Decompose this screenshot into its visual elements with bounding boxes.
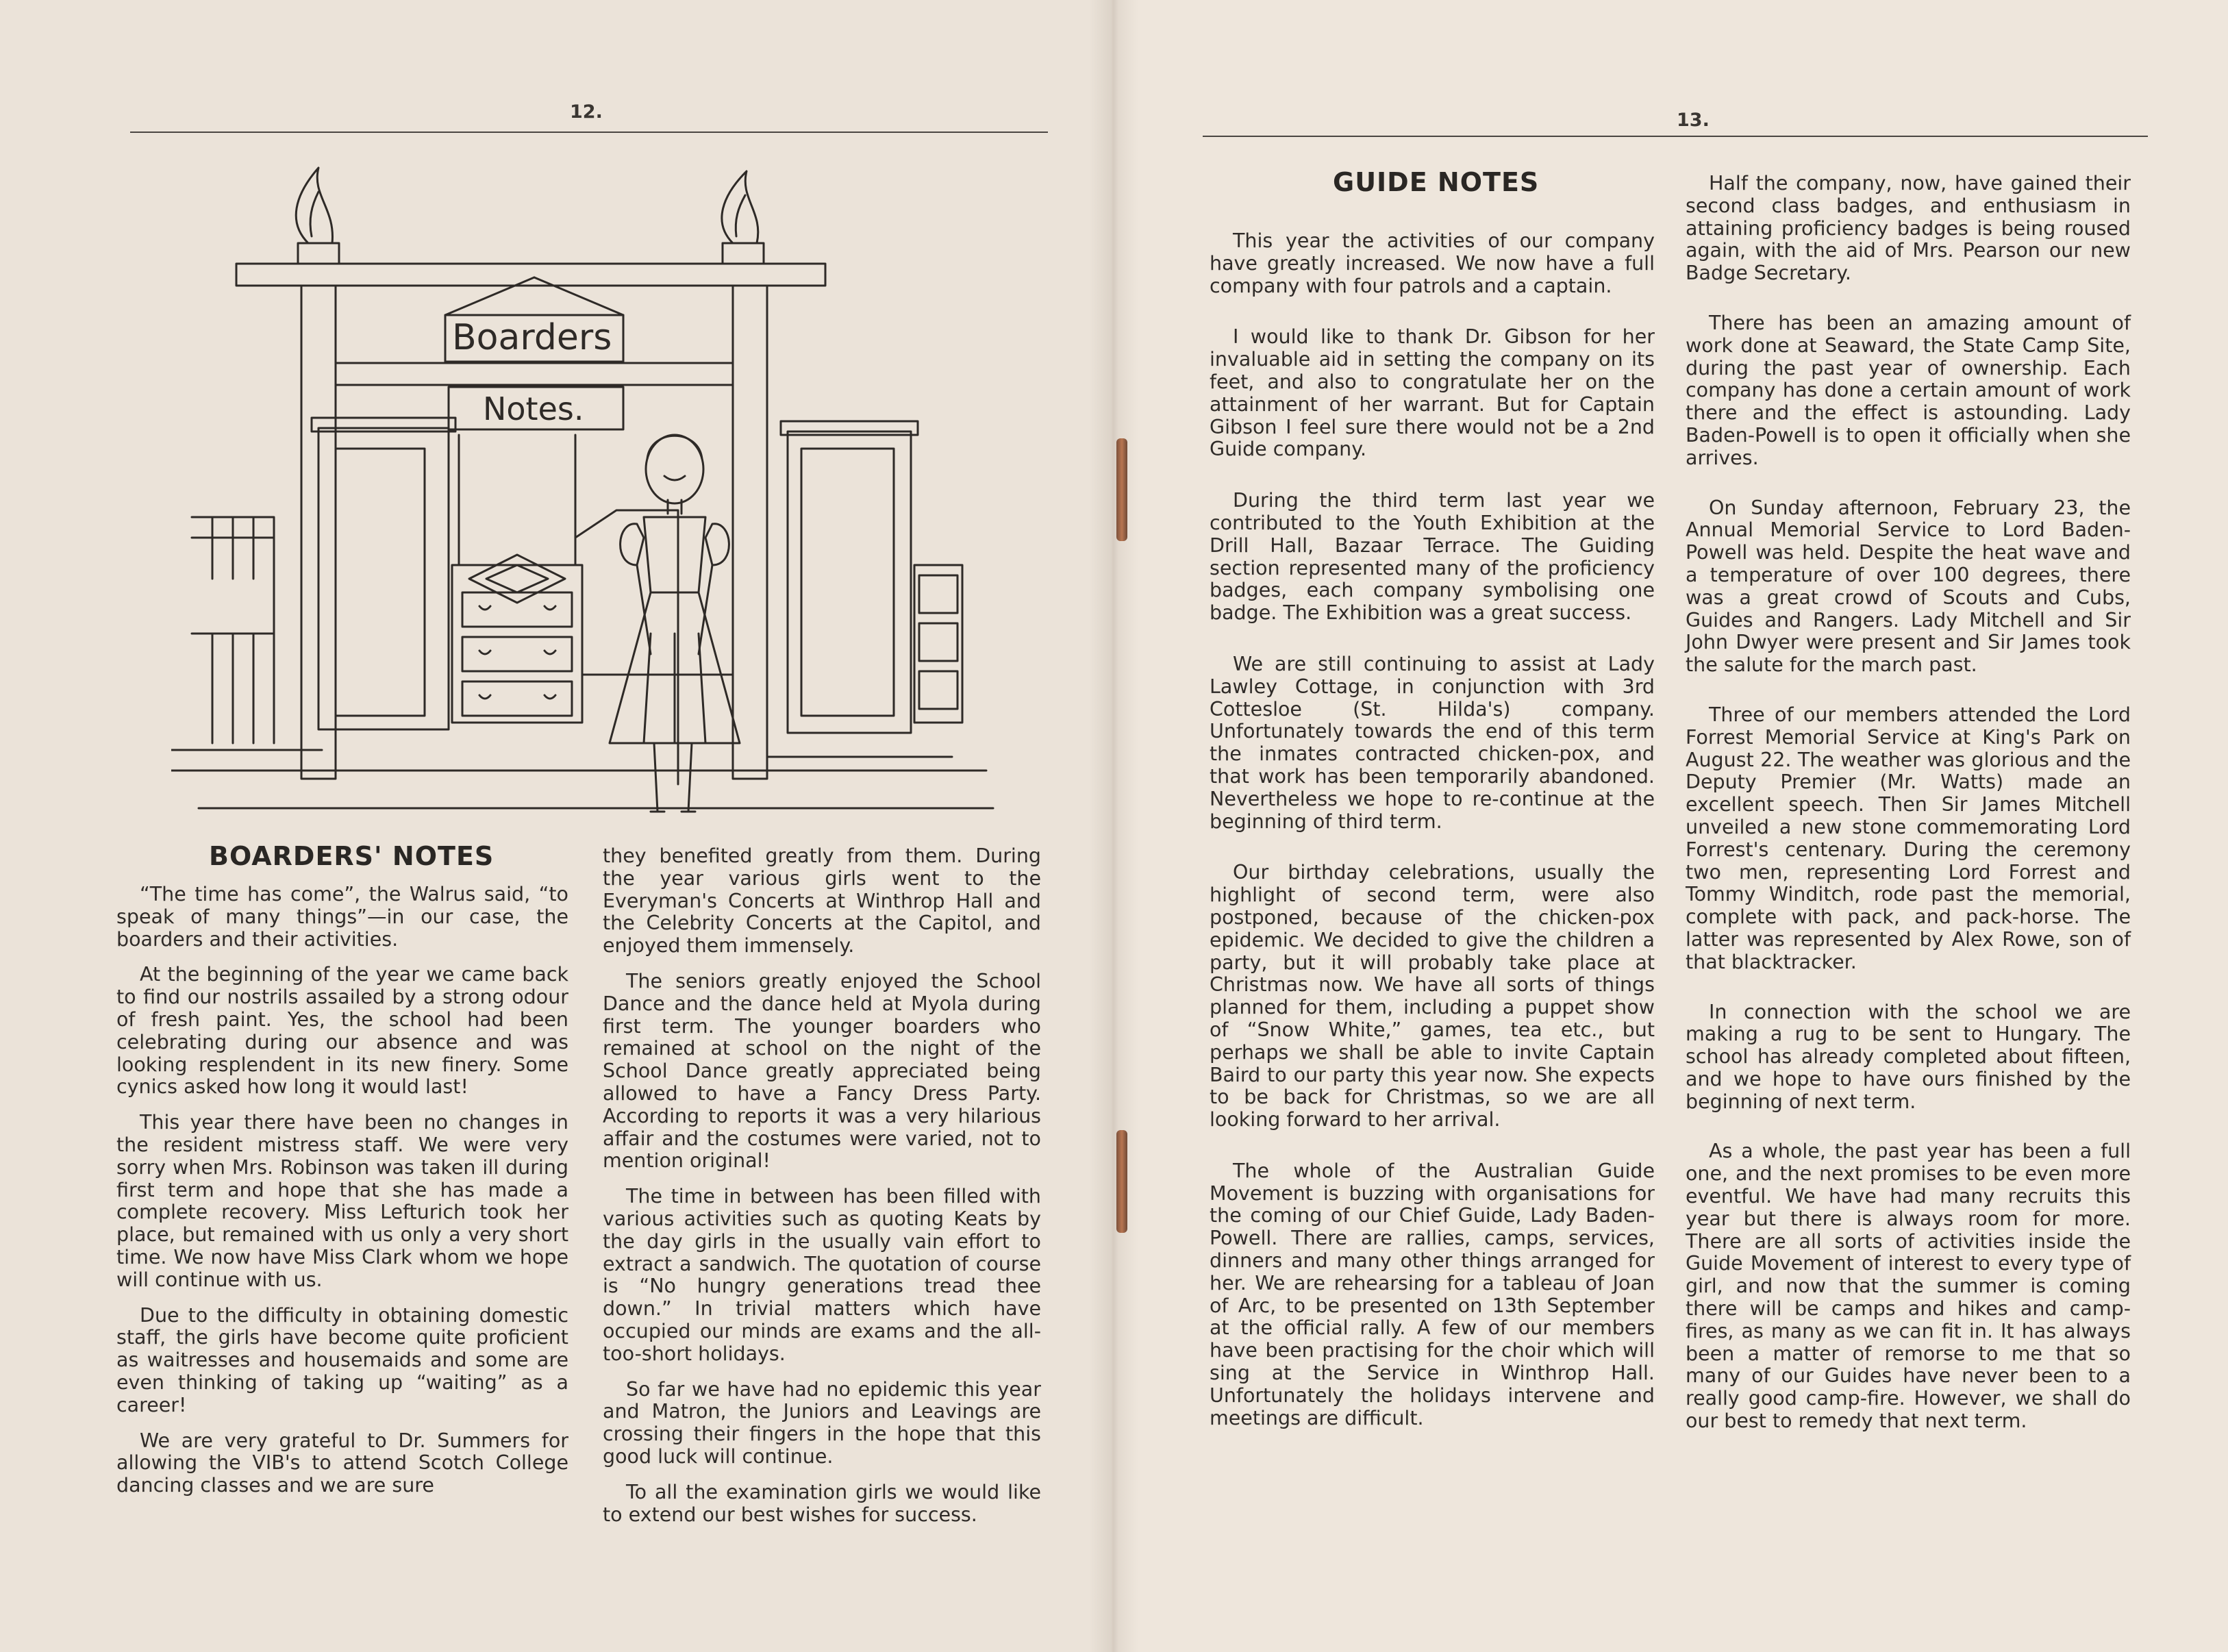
sign-notes: Notes. [483,390,584,427]
right-page [1114,0,2228,1652]
paragraph: Three of our members attended the Lord Forrest Memorial Service at King's Park on August 22. The weather was glorious and the Deputy Premier (Mr. Watts) made an excellent speech. Then Sir James Mitchell unveiled a new stone commemorating Lord Forrest's centenary. During the ceremony two men, representing Lord Forrest and Tommy Winditch, rode past the memorial, complete with pack, and pack-horse. The latter was represented by Alex Rowe, son of that blacktracker. [1686,703,2131,973]
page-number: 12. [570,101,603,123]
paragraph: Our birthday celebrations, usually the highlight of second term, were also postponed, because of the chicken-pox epidemic. We decided to give the children a party, but it will probably take place at Christmas now. We have all sorts of things planned for them, including a puppet show of “Snow White,” games, tea etc., but perhaps we shall be able to invite Captain Baird to our party this year now. She expects to be back for Christmas, so we are all looking forward to her arrival. [1210,861,1655,1131]
paragraph: they benefited greatly from them. During the year various girls went to the Everyman's Concerts at Winthrop Hall and the Celebrity Concerts at the Capitol, and enjoyed them immensely. [603,844,1041,958]
paragraph: Half the company, now, have gained their second class badges, and enthusiasm in attaining proficiency badges is being roused again, with the aid of Mrs. Pearson our new Badge Secretary. [1686,172,2131,285]
paragraph: To all the examination girls we would like to extend our best wishes for success. [603,1480,1041,1526]
boarders-notes-heading: BOARDERS' NOTES [209,841,495,871]
boarders-column-2 [603,845,1041,1539]
paragraph: At the beginning of the year we came back to find our nostrils assailed by a strong odour of fresh paint. Yes, the school had been celebrating during our absence and was looking resplendent in its new finery. Some cynics asked how long it would last! [116,963,568,1099]
staple [1116,438,1127,541]
boarders-column-1 [116,884,568,1510]
guide-notes-heading: GUIDE NOTES [1333,167,1540,197]
paragraph: The seniors greatly enjoyed the School Dance and the dance held at Myola during first term. The younger boarders who remained at school on the night of the School Dance greatly appreciated being allowed to have a Fancy Dress Party. According to reports it was a very hilarious affair and the costumes were varied, not to mention original! [603,969,1041,1173]
staple [1116,1130,1127,1233]
paragraph: As a whole, the past year has been a full one, and the next promises to be even more eventful. We have had many recruits this year but there is always room for more. There are all sorts of activities inside the Guide Movement of interest to every type of girl, and now that the summer is coming there will be camps and hikes and camp-fires, as many as we can fit in. It has always been a matter of remorse to me that so many of our Guides have never been to a really good camp-fire. However, we shall do our best to remedy that next term. [1686,1140,2131,1433]
paragraph: The time in between has been filled with various activities such as quoting Keats by the day girls in the usually vain effort to extract a sandwich. The quotation of course is “No hungry generations tread thee down.” In trivial matters which have occupied our minds are exams and the all-too-short holidays. [603,1185,1041,1365]
boarders-notes-illustration [171,154,1103,839]
paragraph: This year the activities of our company have greatly increased. We now have a full company with four patrols and a captain. [1210,229,1655,297]
paragraph: I would like to thank Dr. Gibson for her invaluable aid in setting the company on its feet, and also to congratulate her on the attainment of her warrant. But for Captain Gibson I feel sure there would not be a 2nd Guide company. [1210,325,1655,461]
paragraph: So far we have had no epidemic this year and Matron, the Juniors and Leavings are crossing their fingers in the hope that this good luck will continue. [603,1377,1041,1468]
paragraph: This year there have been no changes in the resident mistress staff. We were very sorry when Mrs. Robinson was taken ill during first term and hope that she has made a complete recovery. Miss Lefturich took her place, but remained with us only a very short time. We now have Miss Clark whom we hope will continue with us. [116,1111,568,1291]
paragraph: In connection with the school we are making a rug to be sent to Hungary. The school has already completed about fifteen, and we hope to have ours finished by the beginning of next term. [1686,1000,2131,1113]
paragraph: On Sunday afternoon, February 23, the Annual Memorial Service to Lord Baden-Powell was held. Despite the heat wave and a temperature of over 100 degrees, there was a great crowd of Scouts and Cubs, Guides and Rangers. Lady Mitchell and Sir John Dwyer were present and Sir James took the salute for the march past. [1686,496,2131,677]
sign-boarders: Boarders [452,317,612,358]
page-number: 13. [1677,110,1710,131]
header-rule [1203,136,2148,137]
paragraph: There has been an amazing amount of work done at Seaward, the State Camp Site, during the past year of ownership. Each company has done a certain amount of work there and the effect is astounding. Lady Baden-Powell is to open it officially when she arrives. [1686,311,2131,469]
paragraph: We are still continuing to assist at Lady Lawley Cottage, in conjunction with 3rd Cottesloe (St. Hilda's) company. Unfortunately towards the end of this term the inmates contracted chicken-pox, and that work has been temporarily abandoned. Nevertheless we hope to re-continue at the beginning of third term. [1210,652,1655,833]
paragraph: The whole of the Australian Guide Movement is buzzing with organisations for the coming of our Chief Guide, Lady Baden-Powell. There are rallies, camps, services, dinners and many other things arranged for her. We are rehearsing for a tableau of Joan of Arc, to be presented on 13th September at the official rally. A few of our members have been practising for the choir which will sing at the Service in Winthrop Hall. Unfortunately the holidays intervene and meetings are difficult. [1210,1159,1655,1429]
binding-gutter [1089,0,1138,1652]
header-rule [130,132,1048,133]
guide-column-1 [1210,230,1655,1442]
paragraph: “The time has come”, the Walrus said, “to speak of many things”—in our case, the boarders and their activities. [116,883,568,951]
paragraph: Due to the difficulty in obtaining domestic staff, the girls have become quite proficient as waitresses and housemaids and some are even thinking of taking up “waiting” as a career! [116,1303,568,1416]
paragraph: We are very grateful to Dr. Summers for allowing the VIB's to attend Scotch College dancing classes and we are sure [116,1429,568,1497]
guide-column-2 [1686,173,2131,1446]
paragraph: During the third term last year we contributed to the Youth Exhibition at the Drill Hall, Bazaar Terrace. The Guiding section represented many of the proficiency badges, each company symbolising one badge. The Exhibition was a great success. [1210,489,1655,625]
